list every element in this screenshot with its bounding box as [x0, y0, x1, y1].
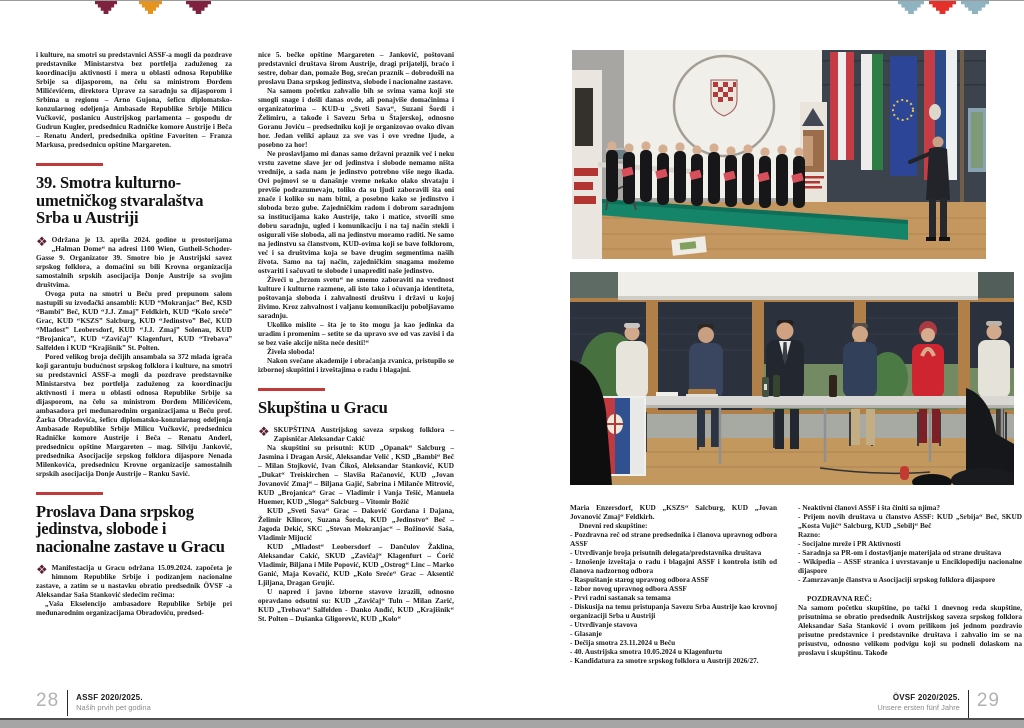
left-column-1	[36, 50, 232, 617]
page-right	[512, 0, 1024, 728]
footer-subtitle: Naših prvih pet godina	[76, 703, 151, 712]
article-paragraph: i kulture, na smotri su predstavnici ASSF-a mogli da pozdrave predstavnike Ministarstva bez portfelja zaduženog za koordinaciju aktivnosti i mera u oblasti odnosa Republike Srbije sa dijasporom, na čelu sa ministrom Đorđem Milićevićem, direktora Uprave za saradnju sa dijasporom i Srbima u regionu – Arno Gujona, šeficu diplomatsko-konzularnog odeljenja Ambasade Republike Srbije Milicu Vučković, poslanicu Austrijskog parlamenta – gospođu dr Gudrun Kugler, predsednicu Radničke komore Austrije i Beča – Renatu Anderl, predsednika opštine Favoriten – Franza Markusa, predsednicu opštine Margareten.	[36, 50, 232, 149]
agenda-item: - Utvrđivanje broja prisutnih delegata/predstavnika društava	[570, 548, 762, 557]
agenda-item: - Diskusija na temu pristupanja Savezu Srba Austrije kao krovnoj organizaciji Srba u Austriji	[570, 602, 777, 620]
section-rule	[36, 163, 103, 166]
section-proslava	[36, 492, 232, 556]
agenda-item: - Dečija smotra 23.11.2024 u Beču	[570, 638, 676, 647]
section-heading-skupstina: Skupština u Gracu	[258, 398, 388, 417]
agenda-item: - 40. Austrijska smotra 10.05.2024 u Klagenfurtu	[570, 647, 723, 656]
folk-ornament-icon: ❖	[36, 234, 48, 250]
agenda-item: - Socijalne mreže i PR Aktivnosti	[798, 539, 901, 548]
footer-divider	[67, 690, 68, 716]
assembly-photo	[570, 272, 1014, 485]
agenda-item: - Prvi radni sastanak sa temama	[570, 593, 671, 602]
right-column-2	[798, 503, 1022, 657]
article-paragraph: Na samom početku skupštine, po tački 1 dnevnog reda skupštine, prisutnima se obratio predsednik Austrijskog saveza srpskog folklora Aleksandar Saša Stanković i ovom prilikom još jednom pozdravio prisutne predstavnice i predstavnike društava i zahvalio im se na prisustvu, odnosno velikom podvigu koji su podneli dolaskom na proslavu i skupštinu. Takođe	[798, 603, 1022, 657]
agenda-item: - Kandidatura za smotre srpskog folklora u Austriji 2026/27.	[570, 656, 759, 665]
article-paragraph: Živela sloboda!	[267, 347, 315, 356]
article-paragraph: Ukoliko mislite – šta je to što mogu ja kao jedinka da uradim i promenim – setite se da upravo sve od vas zavisi i da se bez vaše akcije ništa neće desiti!“	[258, 320, 454, 347]
agenda-item: - Raspuštanje starog upravnog odbora ASSF	[570, 575, 710, 584]
agenda-title: Dnevni red skupštine:	[579, 521, 648, 530]
subsection-heading: POZDRAVNA REČ:	[807, 594, 872, 603]
agenda-item: - Saradnja sa PR-om i dostavljanje materijala od strane društava	[798, 548, 1002, 557]
bottom-bar	[0, 718, 1024, 728]
article-paragraph: KUD „Sveti Sava“ Grac – Daković Gordana i Dajana, Želimir Klincov, Suzana Šorda, KUD „Jedinstvo“ Beč – Jagoda Dekić, SKC „Stevan Mokranjac“ – Božinović Saša, Vladimir Mijucić	[258, 505, 454, 542]
footer-title: ÖVSF 2020/2025.	[892, 693, 960, 702]
article-paragraph: „Vaša Ekselencijo ambasadore Republike Srbije pri međunarodnim organizacijama Obradoviću, predsed-	[36, 599, 232, 617]
agenda-item: - Neaktivni članovi ASSF i šta činiti sa njima?	[798, 503, 941, 512]
page-number: 29	[976, 690, 1000, 711]
article-paragraph: Živeći u „brzom svetu“ ne smemo zaboraviti na vrednost kulture i kulturne razmene, ali isto tako i očuvanja identiteta, poštovanja sloboda i zahvalnosti društvu i državi u kojoj živimo. Kroz zahvalnost i valjanu komunikaciju poboljšavamo saradnju.	[258, 275, 454, 320]
agenda-item: - Wikipedia – ASSF stranica i uvrstavanje u Enciklopediju nacionalne dijaspore	[798, 557, 1022, 575]
footer-left	[36, 690, 151, 716]
footer-subtitle: Unsere ersten fünf Jahre	[877, 703, 960, 712]
section-smotra	[36, 163, 232, 227]
footer-title: ASSF 2020/2025.	[76, 693, 143, 702]
article-paragraph: ❖ Održana je 13. aprila 2024. godine u prostorijama „Halman Dome“ na adresi 1100 Wien, Gutheil-Schoder-Gasse 9. Organizator 39. Smotre bio je Austrijski savez srpskog folklora, a domaćini su bili Krovna organizacija samostalnih srpskih asocijacija Donje Austrije sa svojim društvima.	[36, 234, 232, 289]
footer-text	[877, 690, 960, 712]
right-column-1	[570, 503, 777, 665]
agenda-item: - Iznošenje izveštaja o radu i blagajni ASSF i kontrola istih od članova nadzornog odbora	[570, 557, 777, 575]
section-rule	[258, 388, 325, 391]
article-paragraph: nice 5. bečke opštine Margareten – Janković, poštovani predstavnici društava širom Austrije, dragi prijatelji, braćo i sestre, dobar dan, pomaže Bog, srećan praznik – dobrodošli na proslavu Dana srpskog jedinstva, slobode i nacionalne zastave.	[258, 50, 454, 86]
agenda-item: - Glasanje	[570, 629, 602, 638]
agenda-item: Razno:	[798, 530, 821, 539]
article-paragraph: Maria Enzersdorf, KUD „KSZS“ Salcburg, KUD „Jovan Jovanović Zmaj“ Feldkirh.	[570, 503, 777, 521]
footer-text	[76, 690, 151, 712]
agenda-item: - Pozdravna reč od strane predsednika i članova upravnog odbora ASSF	[570, 530, 777, 548]
section-skupstina	[258, 388, 454, 417]
agenda-item: - Utvrđivanje stavova	[570, 620, 638, 629]
agenda-item: - Izbor novog upravnog odbora ASSF	[570, 584, 687, 593]
article-paragraph: Ovoga puta na smotri u Beču pred prepunom salom nastupili su izvođački ansambli: KUD “Mokranjac” Beč, KSD “Bambi” Beč, KUD “J.J. Zmaj” Feldkirh, KUD “Kolo sreće” Grac, KUD “KSZS” Salcburg, KUD “Jedinstvo” Beč, KUD “Mladost” Leobersdorf, KUD “J.J. Zmaj” Solenau, KUD “Brojanica”, KUD “Zavičaj” Klagenfurt, KUD “Trebava” Salfelden i KUD “Krajišnik” St. Polten.	[36, 288, 232, 352]
article-paragraph: Na skupštini su prisutni: KUD „Opanak“ Salcburg – Jasmina i Dragan Arsić, Aleksandar Velić , KSD „Bambi“ Beč – Milan Stojković, Ivan Čikoš, Aleksandar Stanković, KUD „Dukat“ Treiskirchen – Slaviša Račanović, KUD „Jovan Jovanović Zmaj“ – Biljana Gajić, Sabrina i Milanče Mitrović, KUD „Brojanica“ Grac – Vladimir i Vanja Tešić, Manuela Huemer, KUD „Sloga“ Salcburg – Vitomir Božić	[258, 442, 454, 506]
article-paragraph: Na samom početku zahvalio bih se svima vama koji ste smogli snage i došli danas ovde, ali ponajviše domaćinima i organizatorima – KUD-u „Sveti Sava“, Suzani Šordi i Želimiru, a takođe i Savezu Srba u Štajerskoj, odnosno Goranu Joviću – predsedniku koji je organizovao ovako divan hor. Jedan veliki aplauz za sve vas i ove vredne ljude, a posebno za hor!	[258, 86, 454, 149]
article-paragraph: Ne proslavljamo mi danas samo državni praznik već i neku vrstu zavetne slave jer od jedinstva i slobode nemamo ništa vrednije, a sada nam je jedinstvo potrebno više nego ikada. Ovi pojmovi se u današnje vreme nekako olako shvataju i previše podrazumevaju, toliko da su ljudi zaboravili šta oni znače i koliko su nam bitni, a posebno kako se jedinstvo i sloboda brzo gube. Zajedničkim radom i dobrom saradnjom sa institucijama kako Austrije, tako i matice, stvorili smo dobru saradnju, ugled i komunikaciju i na taj način stekli i osigurali više sloboda, ali na jedinstvu moramo raditi. Ne samo na jedinstvu sa članstvom, KUD-ovima koji se bave folklorom, već i sa društvima koja se bave drugim segmentima naših života. Samo na taj način, zajedničkim snagama možemo ostvariti i sačuvati te slobode i unaprediti naše jedinstvo.	[258, 149, 454, 275]
folk-ornament-icon: ❖	[258, 424, 270, 440]
section-heading-proslava: Proslava Dana srpskog jedinstva, slobode i nacionalne zastave u Gracu	[36, 501, 225, 556]
agenda-item: - Prijem novih društava u članstvo ASSF: KUD „Srbija“ Beč, SKUD „Kosta Vujić“ Salcburg, KUD „Sebilj“ Beč	[798, 512, 1022, 530]
article-paragraph: Nakon svečane akademije i obraćanja zvanica, pristupilo se izbornoj skupštini i izveštajima o radu i blagajni.	[258, 356, 454, 374]
agenda-item: - Zamrzavanje članstva u Asocijaciji srpskog folklora dijaspore	[798, 575, 996, 584]
article-paragraph: KUD „Mladost“ Leobersdorf – Dančulov Žaklina, Aleksandar Cakić, SKUD „Zavičaj“ Klagenfurt – Ćorić Vladimir, Biljana i Mile Popović, KUD „Ostrog“ Linc – Marko Ganić, Maja Kovačić, KUD „Kolo Sreće“ Grac – Aksentić Ljiljana, Dragan Grujić.	[258, 541, 454, 587]
section-rule	[36, 492, 103, 495]
page-number: 28	[36, 690, 60, 711]
choir-photo	[572, 50, 986, 259]
article-paragraph: ❖ Manifestacija u Gracu održana 15.09.2024. započeta je himnom Republike Srbije i podizanjem nacionalne zastave, a zatim se u nastavku obratio predsednik ÖVSF -a Aleksandar Saša Stanković sledećim rečima:	[36, 563, 232, 599]
article-paragraph: U napred i javno izborne stavove izrazili, odnosno opravdano odsutni su: KUD „Zavičaj“ Tuln – Milan Zarić, KUD „Trebava“ Salfelden - Danko Anđić, KUD „Krajišnik“ St. Polten – Dušanka Gligorević, KUD „Kolo“	[258, 586, 454, 623]
left-column-2	[258, 50, 454, 623]
section-heading-smotra: 39. Smotra kulturno-umetničkog stvaralaštva Srba u Austriji	[36, 173, 204, 227]
article-paragraph: ❖ SKUPŠTINA Austrijskog saveza srpskog folklora – Zapisničar Aleksandar Cakić	[258, 424, 454, 443]
folk-ornament-icon: ❖	[36, 563, 48, 578]
article-paragraph: Pored velikog broja dečijih ansambala sa 372 mlada igrača koji garantuju budućnost srpskog folklora i kulture, na smotri su predstavnici ASSF-a mogli da pozdrave predstavnike Ministarstva bez portfelja zaduženog za koordinaciju aktivnosti i mera u oblasti odnosa Republike Srbije sa dijasporom, na čelu sa ministrom Đorđem Milićevićem, ambasadora pri međunarodnim organizacijama u Beču prof. Žarka Obradovića, šeficu diplomatsko-konzularnog odeljenja Ambasade Republike Srbije Milicu Vučković, predsednicu Radničke komore Austrije i Beča – Renatu Anderl, predsednicu opštine Margareten – mag. Silviju Janković, predsednika Asocijacije srpskog folklora dijaspore Nenada Milenkovića, predsednicu Krovne organizacije samostalnih srpskih asocijacija Donje Austrije – Ranku Savić.	[36, 351, 232, 478]
